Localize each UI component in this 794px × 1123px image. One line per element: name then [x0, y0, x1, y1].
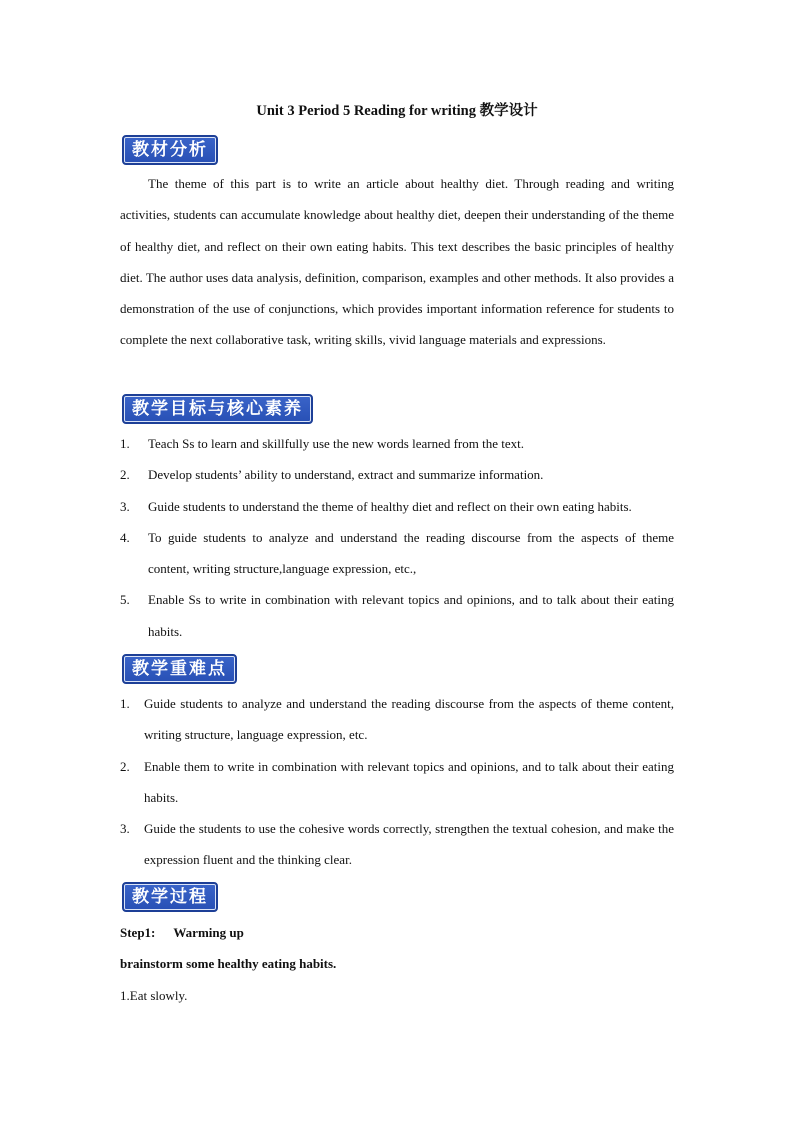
step-first-item: 1.Eat slowly. — [120, 988, 188, 1003]
list-number: 3. — [120, 821, 130, 837]
list-number: 3. — [120, 498, 130, 514]
section-heading-analysis: 教材分析 — [122, 135, 218, 165]
list-number: 4. — [120, 529, 130, 545]
list-text: To guide students to analyze and understand the reading discourse from the aspects of theme content, writing structure,language expression, etc., — [148, 529, 674, 577]
list-text: Guide students to analyze and understand the reading discourse from the aspects of theme content, writing structure, language expression, etc. — [144, 696, 674, 743]
section-heading-objectives: 教学目标与核心素养 — [122, 394, 313, 424]
list-item — [120, 459, 674, 490]
section-heading-difficulties: 教学重难点 — [122, 654, 237, 684]
list-text: Guide the students to use the cohesive words correctly, strengthen the textual cohesion, and make the expression fluent and the thinking clear. — [144, 821, 674, 868]
list-item — [120, 522, 674, 585]
step-title: Warming up — [173, 925, 244, 940]
list-text: Enable Ss to write in combination with relevant topics and opinions, and to talk about their eating habits. — [148, 592, 674, 639]
step-label: Step1: — [120, 925, 156, 940]
list-text: Teach Ss to learn and skillfully use the new words learned from the text. — [148, 436, 524, 451]
list-item — [120, 688, 674, 751]
list-number: 1. — [120, 436, 130, 451]
list-text: Enable them to write in combination with relevant topics and opinions, and to talk about their eating habits. — [144, 758, 674, 805]
list-text: Guide students to understand the theme of healthy diet and reflect on their own eating habits. — [148, 498, 632, 514]
page-title: Unit 3 Period 5 Reading for writing 教学设计 — [256, 103, 538, 119]
objectives-list — [120, 428, 674, 647]
difficulties-list — [120, 688, 674, 876]
list-number: 2. — [120, 758, 130, 774]
analysis-paragraph: The theme of this part is to write an article about healthy diet. Through reading and writing activities, students can accumulate knowledge about healthy diet, deepen their understanding of the theme of healthy diet, and reflect on their own eating habits. This text describes the basic principles of healthy diet. The author uses data analysis, definition, comparison, examples and other methods. It also provides a demonstration of the use of conjunctions, which provides important information reference for students to complete the next collaborative task, writing skills, vivid language materials and expressions. — [120, 176, 674, 348]
list-item — [120, 491, 674, 522]
section-heading-process: 教学过程 — [122, 882, 218, 912]
list-item — [120, 751, 674, 814]
list-text: Develop students’ ability to understand, extract and summarize information. — [148, 467, 544, 483]
step-heading — [120, 923, 244, 943]
list-number: 2. — [120, 467, 130, 483]
list-item — [120, 584, 674, 647]
list-item — [120, 428, 674, 459]
list-item — [120, 813, 674, 876]
step-task: brainstorm some healthy eating habits. — [120, 956, 337, 971]
list-number: 1. — [120, 696, 130, 711]
list-number: 5. — [120, 592, 130, 608]
